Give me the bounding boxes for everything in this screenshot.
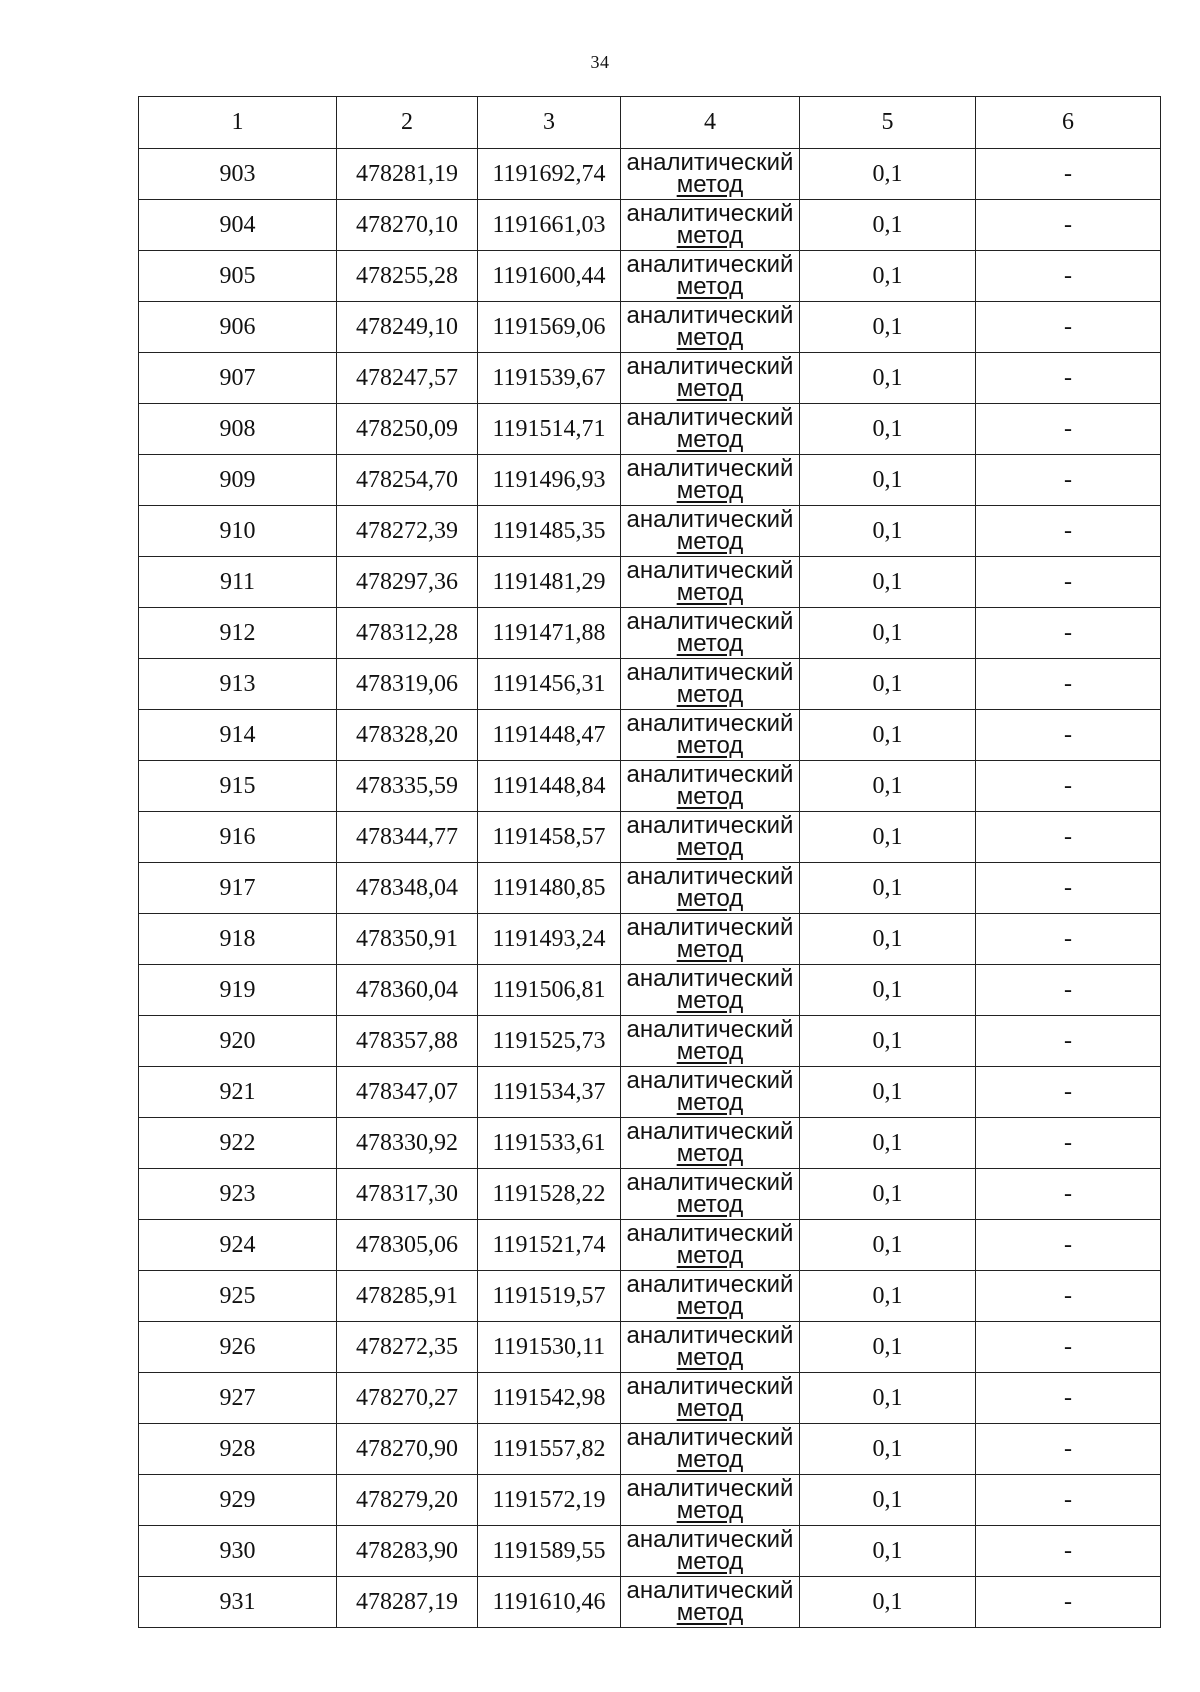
- method-cell: [621, 200, 800, 251]
- x-coordinate-cell: 478254,70: [337, 455, 478, 506]
- note-cell: -: [976, 1322, 1161, 1373]
- table-row: [139, 965, 1161, 1016]
- point-number-cell: 928: [139, 1424, 337, 1475]
- note-cell: -: [976, 1526, 1161, 1577]
- x-coordinate-cell: 478255,28: [337, 251, 478, 302]
- table-row: [139, 1577, 1161, 1628]
- table-row: [139, 914, 1161, 965]
- method-cell: [621, 506, 800, 557]
- x-coordinate-cell: 478270,90: [337, 1424, 478, 1475]
- point-number-cell: 905: [139, 251, 337, 302]
- method-label-line1: аналитический: [626, 251, 794, 278]
- point-number-cell: 914: [139, 710, 337, 761]
- y-coordinate-cell: 1191542,98: [478, 1373, 621, 1424]
- y-coordinate-cell: 1191514,71: [478, 404, 621, 455]
- y-coordinate-cell: 1191471,88: [478, 608, 621, 659]
- method-cell: [621, 1475, 800, 1526]
- y-coordinate-cell: 1191557,82: [478, 1424, 621, 1475]
- point-number-cell: 904: [139, 200, 337, 251]
- y-coordinate-cell: 1191539,67: [478, 353, 621, 404]
- y-coordinate-cell: 1191448,84: [478, 761, 621, 812]
- x-coordinate-cell: 478270,27: [337, 1373, 478, 1424]
- table-row: [139, 1220, 1161, 1271]
- method-label-line2: метод: [676, 171, 744, 198]
- method-cell: [621, 812, 800, 863]
- column-header: 1: [139, 97, 337, 149]
- y-coordinate-cell: 1191481,29: [478, 557, 621, 608]
- note-cell: -: [976, 863, 1161, 914]
- table-row: [139, 1526, 1161, 1577]
- note-cell: -: [976, 557, 1161, 608]
- note-cell: -: [976, 1271, 1161, 1322]
- table-row: [139, 1271, 1161, 1322]
- method-label-line2: метод: [676, 1548, 744, 1575]
- x-coordinate-cell: 478249,10: [337, 302, 478, 353]
- point-number-cell: 921: [139, 1067, 337, 1118]
- x-coordinate-cell: 478272,39: [337, 506, 478, 557]
- method-cell: [621, 1577, 800, 1628]
- method-label-line2: метод: [676, 1089, 744, 1116]
- table-row: [139, 149, 1161, 200]
- method-label-line2: метод: [676, 1599, 744, 1626]
- table-row: [139, 761, 1161, 812]
- x-coordinate-cell: 478330,92: [337, 1118, 478, 1169]
- x-coordinate-cell: 478319,06: [337, 659, 478, 710]
- method-label-line2: метод: [676, 1497, 744, 1524]
- method-label-line2: метод: [676, 528, 744, 555]
- method-label-line2: метод: [676, 630, 744, 657]
- note-cell: -: [976, 965, 1161, 1016]
- x-coordinate-cell: 478312,28: [337, 608, 478, 659]
- accuracy-cell: 0,1: [800, 1016, 976, 1067]
- y-coordinate-cell: 1191493,24: [478, 914, 621, 965]
- method-cell: [621, 659, 800, 710]
- y-coordinate-cell: 1191530,11: [478, 1322, 621, 1373]
- table-row: [139, 812, 1161, 863]
- note-cell: -: [976, 302, 1161, 353]
- accuracy-cell: 0,1: [800, 455, 976, 506]
- point-number-cell: 917: [139, 863, 337, 914]
- x-coordinate-cell: 478317,30: [337, 1169, 478, 1220]
- point-number-cell: 925: [139, 1271, 337, 1322]
- y-coordinate-cell: 1191521,74: [478, 1220, 621, 1271]
- method-label-line2: метод: [676, 1242, 744, 1269]
- accuracy-cell: 0,1: [800, 1118, 976, 1169]
- method-cell: [621, 1322, 800, 1373]
- point-number-cell: 909: [139, 455, 337, 506]
- note-cell: -: [976, 1577, 1161, 1628]
- point-number-cell: 913: [139, 659, 337, 710]
- point-number-cell: 924: [139, 1220, 337, 1271]
- note-cell: -: [976, 1475, 1161, 1526]
- method-label-line1: аналитический: [626, 404, 794, 431]
- column-header: 4: [621, 97, 800, 149]
- y-coordinate-cell: 1191458,57: [478, 812, 621, 863]
- y-coordinate-cell: 1191480,85: [478, 863, 621, 914]
- y-coordinate-cell: 1191569,06: [478, 302, 621, 353]
- point-number-cell: 915: [139, 761, 337, 812]
- method-label-line2: метод: [676, 426, 744, 453]
- method-label-line1: аналитический: [626, 761, 794, 788]
- method-cell: [621, 302, 800, 353]
- method-cell: [621, 1067, 800, 1118]
- x-coordinate-cell: 478283,90: [337, 1526, 478, 1577]
- point-number-cell: 923: [139, 1169, 337, 1220]
- method-label-line1: аналитический: [626, 1475, 794, 1502]
- method-label-line2: метод: [676, 1344, 744, 1371]
- page-number: 34: [590, 52, 610, 72]
- table-row: [139, 455, 1161, 506]
- table-row: [139, 251, 1161, 302]
- point-number-cell: 931: [139, 1577, 337, 1628]
- table-row: [139, 863, 1161, 914]
- method-label-line2: метод: [676, 732, 744, 759]
- method-label-line2: метод: [676, 1395, 744, 1422]
- accuracy-cell: 0,1: [800, 1067, 976, 1118]
- accuracy-cell: 0,1: [800, 1475, 976, 1526]
- column-header: 6: [976, 97, 1161, 149]
- method-label-line1: аналитический: [626, 1220, 794, 1247]
- method-label-line2: метод: [676, 324, 744, 351]
- method-cell: [621, 914, 800, 965]
- method-label-line1: аналитический: [626, 863, 794, 890]
- y-coordinate-cell: 1191448,47: [478, 710, 621, 761]
- x-coordinate-cell: 478344,77: [337, 812, 478, 863]
- method-cell: [621, 1424, 800, 1475]
- method-label-line2: метод: [676, 987, 744, 1014]
- method-label-line1: аналитический: [626, 149, 794, 176]
- y-coordinate-cell: 1191589,55: [478, 1526, 621, 1577]
- method-label-line2: метод: [676, 375, 744, 402]
- method-label-line1: аналитический: [626, 1424, 794, 1451]
- table-row: [139, 1373, 1161, 1424]
- note-cell: -: [976, 812, 1161, 863]
- method-label-line2: метод: [676, 885, 744, 912]
- table-row: [139, 710, 1161, 761]
- x-coordinate-cell: 478272,35: [337, 1322, 478, 1373]
- note-cell: -: [976, 1169, 1161, 1220]
- point-number-cell: 912: [139, 608, 337, 659]
- x-coordinate-cell: 478350,91: [337, 914, 478, 965]
- method-label-line2: метод: [676, 1191, 744, 1218]
- point-number-cell: 910: [139, 506, 337, 557]
- method-label-line2: метод: [676, 273, 744, 300]
- y-coordinate-cell: 1191692,74: [478, 149, 621, 200]
- method-cell: [621, 353, 800, 404]
- note-cell: -: [976, 200, 1161, 251]
- note-cell: -: [976, 353, 1161, 404]
- method-label-line2: метод: [676, 936, 744, 963]
- table-row: [139, 353, 1161, 404]
- y-coordinate-cell: 1191496,93: [478, 455, 621, 506]
- table-row: [139, 1118, 1161, 1169]
- method-label-line1: аналитический: [626, 353, 794, 380]
- accuracy-cell: 0,1: [800, 557, 976, 608]
- method-label-line1: аналитический: [626, 1526, 794, 1553]
- accuracy-cell: 0,1: [800, 1169, 976, 1220]
- accuracy-cell: 0,1: [800, 1373, 976, 1424]
- note-cell: -: [976, 1067, 1161, 1118]
- method-cell: [621, 1118, 800, 1169]
- x-coordinate-cell: 478335,59: [337, 761, 478, 812]
- y-coordinate-cell: 1191661,03: [478, 200, 621, 251]
- method-cell: [621, 1526, 800, 1577]
- note-cell: -: [976, 149, 1161, 200]
- note-cell: -: [976, 506, 1161, 557]
- x-coordinate-cell: 478270,10: [337, 200, 478, 251]
- accuracy-cell: 0,1: [800, 659, 976, 710]
- point-number-cell: 929: [139, 1475, 337, 1526]
- y-coordinate-cell: 1191485,35: [478, 506, 621, 557]
- method-cell: [621, 965, 800, 1016]
- accuracy-cell: 0,1: [800, 608, 976, 659]
- accuracy-cell: 0,1: [800, 1271, 976, 1322]
- table-row: [139, 302, 1161, 353]
- accuracy-cell: 0,1: [800, 404, 976, 455]
- x-coordinate-cell: 478279,20: [337, 1475, 478, 1526]
- y-coordinate-cell: 1191525,73: [478, 1016, 621, 1067]
- method-label-line1: аналитический: [626, 1373, 794, 1400]
- method-cell: [621, 1220, 800, 1271]
- note-cell: -: [976, 1220, 1161, 1271]
- method-cell: [621, 149, 800, 200]
- y-coordinate-cell: 1191610,46: [478, 1577, 621, 1628]
- point-number-cell: 916: [139, 812, 337, 863]
- x-coordinate-cell: 478281,19: [337, 149, 478, 200]
- table-row: [139, 1322, 1161, 1373]
- accuracy-cell: 0,1: [800, 251, 976, 302]
- method-label-line1: аналитический: [626, 1169, 794, 1196]
- method-cell: [621, 710, 800, 761]
- table-row: [139, 200, 1161, 251]
- table-row: [139, 608, 1161, 659]
- point-number-cell: 930: [139, 1526, 337, 1577]
- method-cell: [621, 1169, 800, 1220]
- note-cell: -: [976, 251, 1161, 302]
- method-cell: [621, 557, 800, 608]
- method-label-line1: аналитический: [626, 506, 794, 533]
- accuracy-cell: 0,1: [800, 302, 976, 353]
- method-label-line2: метод: [676, 1140, 744, 1167]
- point-number-cell: 906: [139, 302, 337, 353]
- method-label-line1: аналитический: [626, 1118, 794, 1145]
- method-cell: [621, 863, 800, 914]
- y-coordinate-cell: 1191456,31: [478, 659, 621, 710]
- y-coordinate-cell: 1191534,37: [478, 1067, 621, 1118]
- y-coordinate-cell: 1191572,19: [478, 1475, 621, 1526]
- accuracy-cell: 0,1: [800, 1322, 976, 1373]
- accuracy-cell: 0,1: [800, 812, 976, 863]
- method-cell: [621, 608, 800, 659]
- method-label-line2: метод: [676, 834, 744, 861]
- method-label-line1: аналитический: [626, 1271, 794, 1298]
- x-coordinate-cell: 478305,06: [337, 1220, 478, 1271]
- note-cell: -: [976, 659, 1161, 710]
- point-number-cell: 922: [139, 1118, 337, 1169]
- y-coordinate-cell: 1191528,22: [478, 1169, 621, 1220]
- method-label-line1: аналитический: [626, 965, 794, 992]
- method-cell: [621, 404, 800, 455]
- point-number-cell: 911: [139, 557, 337, 608]
- accuracy-cell: 0,1: [800, 1424, 976, 1475]
- note-cell: -: [976, 1373, 1161, 1424]
- method-label-line1: аналитический: [626, 302, 794, 329]
- method-cell: [621, 1271, 800, 1322]
- method-label-line1: аналитический: [626, 1577, 794, 1604]
- coordinates-table: [138, 96, 1161, 1628]
- method-label-line1: аналитический: [626, 455, 794, 482]
- accuracy-cell: 0,1: [800, 761, 976, 812]
- accuracy-cell: 0,1: [800, 914, 976, 965]
- method-label-line1: аналитический: [626, 659, 794, 686]
- table-row: [139, 1169, 1161, 1220]
- x-coordinate-cell: 478360,04: [337, 965, 478, 1016]
- accuracy-cell: 0,1: [800, 1220, 976, 1271]
- accuracy-cell: 0,1: [800, 965, 976, 1016]
- x-coordinate-cell: 478247,57: [337, 353, 478, 404]
- note-cell: -: [976, 1424, 1161, 1475]
- method-cell: [621, 1373, 800, 1424]
- table-row: [139, 1475, 1161, 1526]
- note-cell: -: [976, 1016, 1161, 1067]
- method-label-line2: метод: [676, 222, 744, 249]
- x-coordinate-cell: 478250,09: [337, 404, 478, 455]
- table-row: [139, 1424, 1161, 1475]
- method-cell: [621, 455, 800, 506]
- table-body: [139, 149, 1161, 1628]
- column-header: 3: [478, 97, 621, 149]
- point-number-cell: 903: [139, 149, 337, 200]
- x-coordinate-cell: 478287,19: [337, 1577, 478, 1628]
- column-header: 2: [337, 97, 478, 149]
- method-label-line1: аналитический: [626, 710, 794, 737]
- table-row: [139, 557, 1161, 608]
- method-label-line2: метод: [676, 1293, 744, 1320]
- method-label-line2: метод: [676, 579, 744, 606]
- note-cell: -: [976, 608, 1161, 659]
- note-cell: -: [976, 914, 1161, 965]
- method-cell: [621, 251, 800, 302]
- x-coordinate-cell: 478297,36: [337, 557, 478, 608]
- y-coordinate-cell: 1191506,81: [478, 965, 621, 1016]
- point-number-cell: 907: [139, 353, 337, 404]
- note-cell: -: [976, 710, 1161, 761]
- note-cell: -: [976, 404, 1161, 455]
- accuracy-cell: 0,1: [800, 863, 976, 914]
- point-number-cell: 918: [139, 914, 337, 965]
- method-label-line2: метод: [676, 783, 744, 810]
- header-row: [139, 97, 1161, 149]
- accuracy-cell: 0,1: [800, 1577, 976, 1628]
- column-header: 5: [800, 97, 976, 149]
- method-label-line1: аналитический: [626, 914, 794, 941]
- method-label-line2: метод: [676, 681, 744, 708]
- y-coordinate-cell: 1191533,61: [478, 1118, 621, 1169]
- table-row: [139, 1016, 1161, 1067]
- point-number-cell: 920: [139, 1016, 337, 1067]
- table-row: [139, 404, 1161, 455]
- y-coordinate-cell: 1191519,57: [478, 1271, 621, 1322]
- x-coordinate-cell: 478357,88: [337, 1016, 478, 1067]
- method-label-line1: аналитический: [626, 1322, 794, 1349]
- method-label-line1: аналитический: [626, 812, 794, 839]
- accuracy-cell: 0,1: [800, 149, 976, 200]
- x-coordinate-cell: 478347,07: [337, 1067, 478, 1118]
- method-label-line2: метод: [676, 477, 744, 504]
- accuracy-cell: 0,1: [800, 1526, 976, 1577]
- method-label-line2: метод: [676, 1446, 744, 1473]
- point-number-cell: 908: [139, 404, 337, 455]
- x-coordinate-cell: 478348,04: [337, 863, 478, 914]
- table-row: [139, 506, 1161, 557]
- method-cell: [621, 761, 800, 812]
- note-cell: -: [976, 761, 1161, 812]
- method-label-line1: аналитический: [626, 1067, 794, 1094]
- method-label-line1: аналитический: [626, 557, 794, 584]
- accuracy-cell: 0,1: [800, 506, 976, 557]
- method-label-line2: метод: [676, 1038, 744, 1065]
- table-row: [139, 1067, 1161, 1118]
- method-label-line1: аналитический: [626, 200, 794, 227]
- note-cell: -: [976, 455, 1161, 506]
- note-cell: -: [976, 1118, 1161, 1169]
- accuracy-cell: 0,1: [800, 200, 976, 251]
- accuracy-cell: 0,1: [800, 710, 976, 761]
- point-number-cell: 926: [139, 1322, 337, 1373]
- point-number-cell: 919: [139, 965, 337, 1016]
- method-label-line1: аналитический: [626, 608, 794, 635]
- method-label-line1: аналитический: [626, 1016, 794, 1043]
- x-coordinate-cell: 478328,20: [337, 710, 478, 761]
- x-coordinate-cell: 478285,91: [337, 1271, 478, 1322]
- y-coordinate-cell: 1191600,44: [478, 251, 621, 302]
- table-row: [139, 659, 1161, 710]
- method-cell: [621, 1016, 800, 1067]
- point-number-cell: 927: [139, 1373, 337, 1424]
- accuracy-cell: 0,1: [800, 353, 976, 404]
